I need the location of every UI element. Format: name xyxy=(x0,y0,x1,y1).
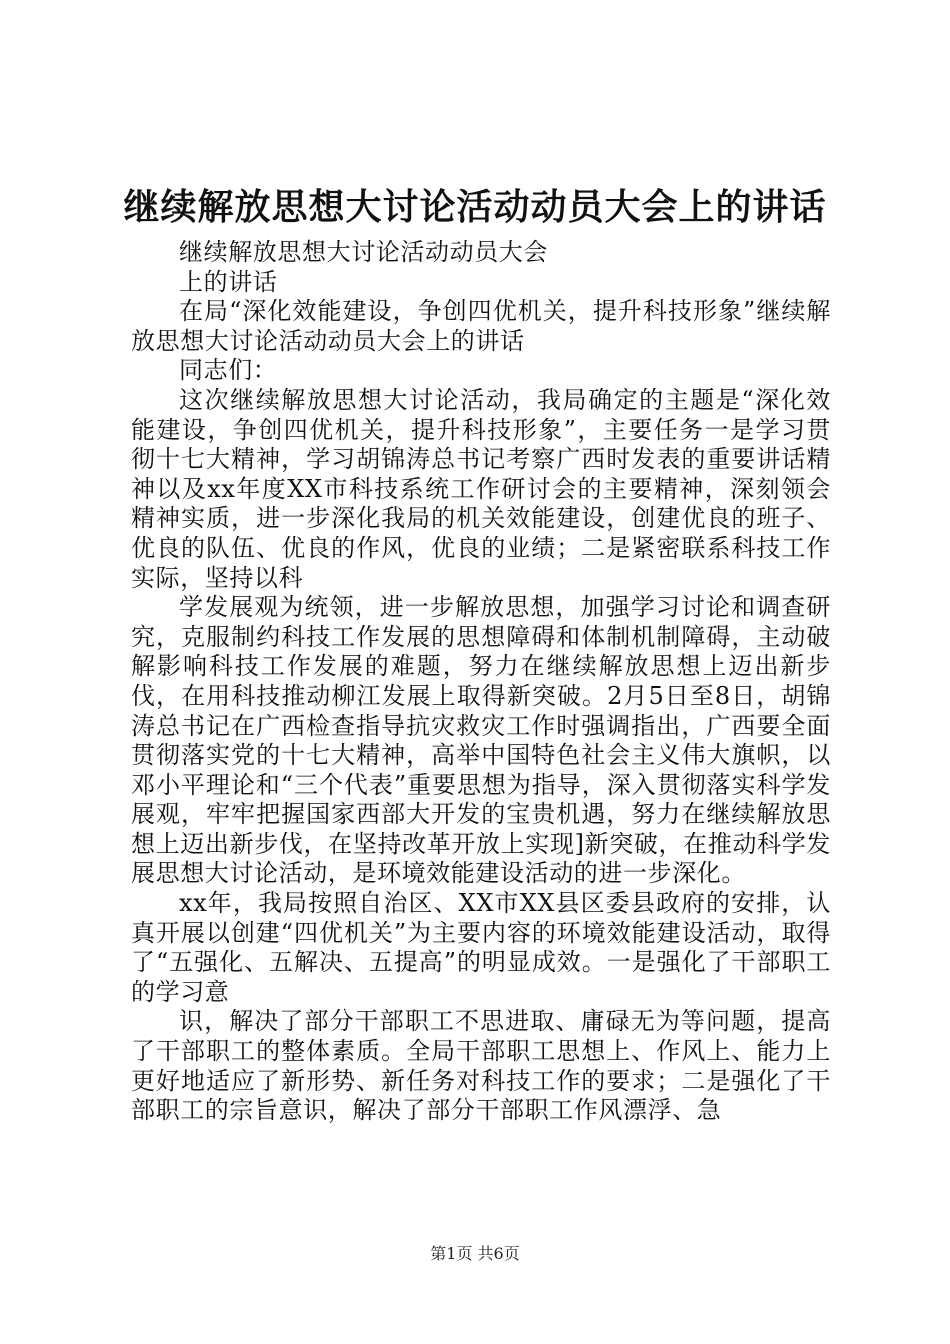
paragraph-body: 这次继续解放思想大讨论活动，我局确定的主题是“深化效能建设，争创四优机关，提升科技形象”，主要任务一是学习贯彻十七大精神，学习胡锦涛总书记考察广西时发表的重要讲话精神以及xx年度XX市科技系统工作研讨会的主要精神，深刻领会精神实质，进一步深化我局的机关效能建设，创建优良的班子、优良的队伍、优良的作风，优良的业绩；二是紧密联系科技工作实际，坚持以科 xyxy=(131,385,831,592)
paragraph-body: xx年，我局按照自治区、XX市XX县区委县政府的安排，认真开展以创建“四优机关”为主要内容的环境效能建设活动，取得了“五强化、五解决、五提高”的明显成效。一是强化了干部职工的学习意 xyxy=(131,889,831,1006)
paragraph-body: 识，解决了部分干部职工不思进取、庸碌无为等问题，提高了干部职工的整体素质。全局干部职工思想上、作风上、能力上更好地适应了新形势、新任务对科技工作的要求；二是强化了干部职工的宗旨意识，解决了部分干部职工作风漂浮、急 xyxy=(131,1007,831,1125)
paragraph-heading: 在局“深化效能建设，争创四优机关，提升科技形象”继续解放思想大讨论活动动员大会上的讲话 xyxy=(131,297,831,355)
paragraph-salutation: 同志们： xyxy=(179,356,278,385)
paragraph-body: 学发展观为统领，进一步解放思想，加强学习讨论和调查研究，克服制约科技工作发展的思想障碍和体制机制障碍，主动破解影响科技工作发展的难题，努力在继续解放思想上迈出新步伐，在用科技推动柳江发展上取得新突破。2月5日至8日，胡锦涛总书记在广西检查指导抗灾救灾工作时强调指出，广西要全面贯彻落实党的十七大精神，高举中国特色社会主义伟大旗帜，以邓小平理论和“三个代表”重要思想为指导，深入贯彻落实科学发展观，牢牢把握国家西部大开发的宝贵机遇，努力在继续解放思想上迈出新步伐，在坚持改革开放上实现]新突破，在推动科学发展思想大讨论活动，是环境效能建设活动的进一步深化。 xyxy=(131,593,831,888)
document-body xyxy=(131,238,831,1126)
document-title: 继续解放思想大讨论活动动员大会上的讲话 xyxy=(123,186,827,228)
paragraph-subtitle-line1: 继续解放思想大讨论活动动员大会 xyxy=(179,238,548,266)
page-number-footer: 第1页 共6页 xyxy=(430,1244,520,1263)
paragraph-subtitle-line2: 上的讲话 xyxy=(179,267,278,296)
